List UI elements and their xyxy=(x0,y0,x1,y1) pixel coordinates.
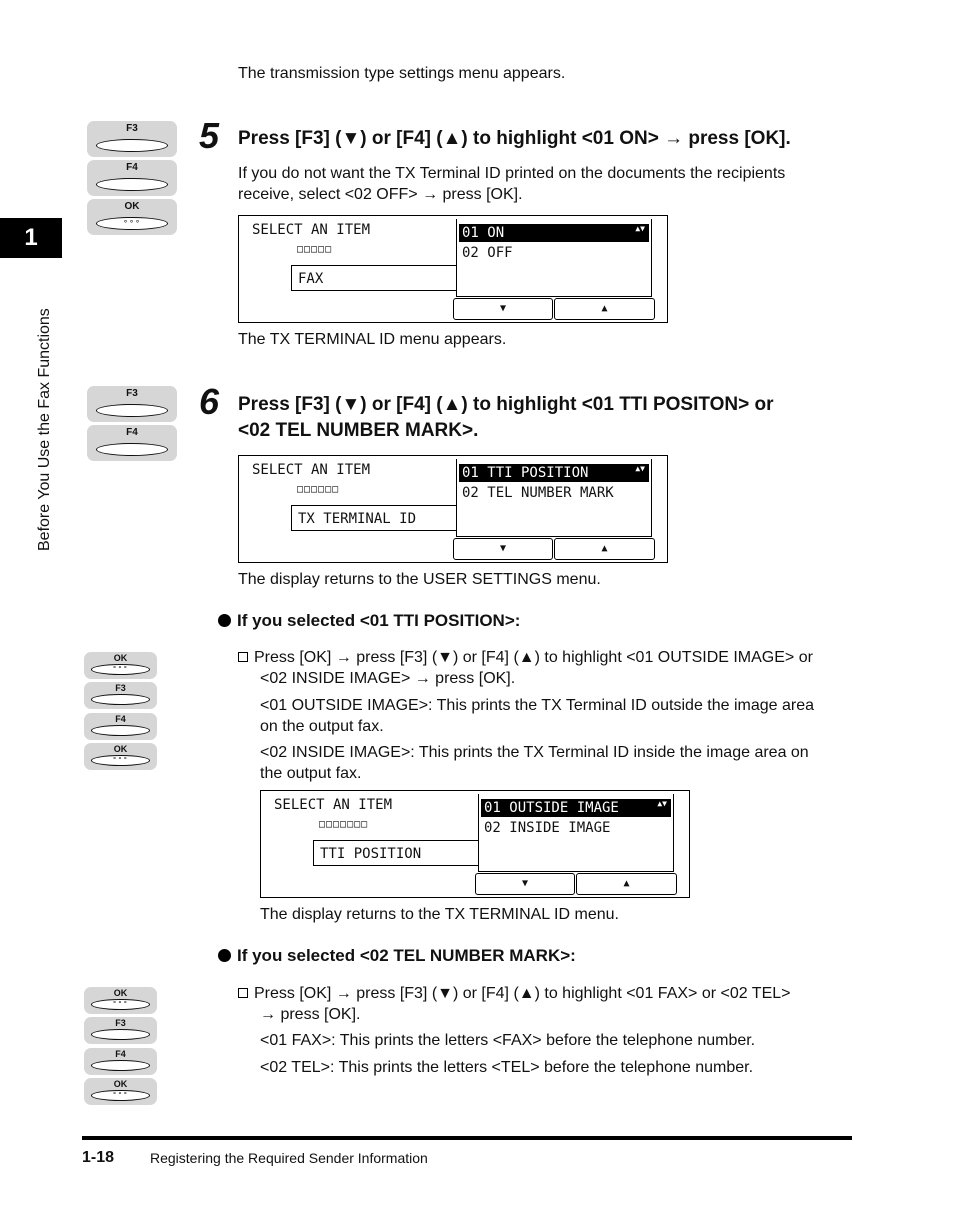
lcd-up-button: ▲ xyxy=(576,873,677,895)
lcd-display-step-5 xyxy=(238,215,668,323)
ok-key-dots: ∘∘∘ xyxy=(112,1090,129,1097)
ok-key-label: OK xyxy=(113,1079,128,1089)
ok-key-label: OK xyxy=(124,201,140,212)
scroll-arrows-icon: ▲▼ xyxy=(635,464,645,473)
f3-key-illustration xyxy=(84,682,157,709)
option-2-desc-2: <02 TEL>: This prints the letters <TEL> before the telephone number. xyxy=(260,1059,754,1076)
ok-key-illustration xyxy=(84,743,157,770)
f3-key-label: F3 xyxy=(115,683,126,693)
page-number: 1-18 xyxy=(82,1149,115,1166)
f3-key-illustration xyxy=(87,386,177,422)
checkbox-square-icon xyxy=(238,652,248,662)
lcd-list xyxy=(478,794,674,872)
f4-key-illustration xyxy=(87,425,177,461)
bullet-dot-icon xyxy=(218,949,231,962)
lcd-field: FAX xyxy=(291,265,456,291)
step-5-note: If you do not want the TX Terminal ID printed on the documents the recipients receive, select <02 OFF> → press [OK]. xyxy=(238,165,786,203)
lcd-down-button: ▼ xyxy=(453,298,553,320)
lcd-header: SELECT AN ITEM xyxy=(274,797,393,813)
lcd-header: SELECT AN ITEM xyxy=(252,462,371,478)
chapter-tab: 1 xyxy=(0,218,62,258)
lcd-down-button: ▼ xyxy=(453,538,553,560)
option-2-heading: If you selected <02 TEL NUMBER MARK>: xyxy=(218,945,576,967)
step-5-title: Press [F3] (▼) or [F4] (▲) to highlight <01 ON> → press [OK]. xyxy=(238,128,791,149)
f4-key-label: F4 xyxy=(126,427,138,438)
option-2-instruction-line-2: → press [OK]. xyxy=(260,1006,361,1023)
f3-key-illustration xyxy=(84,1017,157,1044)
lcd-boxes: □□□□□□□ xyxy=(319,819,369,830)
lcd-display-step-6 xyxy=(238,455,668,563)
f4-key-illustration xyxy=(84,713,157,740)
intro-text: The transmission type settings menu appears. xyxy=(238,65,566,82)
ok-key-illustration xyxy=(84,1078,157,1105)
lcd-item-highlighted: 01 TTI POSITION ▲▼ xyxy=(459,464,649,482)
lcd-item-highlighted: 01 ON ▲▼ xyxy=(459,224,649,242)
ok-key-dots: ∘∘∘ xyxy=(112,664,129,671)
lcd-header: SELECT AN ITEM xyxy=(252,222,371,238)
f3-key-label: F3 xyxy=(126,123,138,134)
lcd-boxes: □□□□□□ xyxy=(297,484,340,495)
ok-key-dots: ∘∘∘ xyxy=(112,999,129,1006)
lcd-field: TTI POSITION xyxy=(313,840,478,866)
ok-key-label: OK xyxy=(113,653,128,663)
lcd-list xyxy=(456,219,652,297)
footer-section-title: Registering the Required Sender Information xyxy=(150,1150,428,1166)
f4-key-label: F4 xyxy=(126,162,138,173)
ok-key-dots: ∘∘∘ xyxy=(112,755,129,762)
lcd-up-button: ▲ xyxy=(554,538,655,560)
f4-key-label: F4 xyxy=(115,714,126,724)
scroll-arrows-icon: ▲▼ xyxy=(635,224,645,233)
ok-key-illustration xyxy=(84,987,157,1014)
option-1-after: The display returns to the TX TERMINAL ID menu. xyxy=(260,906,619,923)
option-2-desc-1: <01 FAX>: This prints the letters <FAX> before the telephone number. xyxy=(260,1032,756,1049)
option-1-instruction-line-2: <02 INSIDE IMAGE> → press [OK]. xyxy=(260,670,516,687)
f3-key-label: F3 xyxy=(115,1018,126,1028)
checkbox-square-icon xyxy=(238,988,248,998)
bullet-dot-icon xyxy=(218,614,231,627)
ok-key-illustration xyxy=(84,652,157,679)
scroll-arrows-icon: ▲▼ xyxy=(657,799,667,808)
chapter-title: Before You Use the Fax Functions xyxy=(36,308,53,551)
lcd-item: 02 INSIDE IMAGE xyxy=(484,820,611,836)
lcd-up-button: ▲ xyxy=(554,298,655,320)
f4-key-label: F4 xyxy=(115,1049,126,1059)
option-1-desc-1: <01 OUTSIDE IMAGE>: This prints the TX Terminal ID outside the image area on the output fax. xyxy=(260,697,815,735)
ok-key-dots: ∘∘∘ xyxy=(122,217,142,226)
ok-key-label: OK xyxy=(113,988,128,998)
lcd-list xyxy=(456,459,652,537)
option-1-instruction-line-1: Press [OK] → press [F3] (▼) or [F4] (▲) to highlight <01 OUTSIDE IMAGE> or xyxy=(238,647,813,668)
step-6-title-line-2: <02 TEL NUMBER MARK>. xyxy=(238,420,479,441)
step-5-number: 5 xyxy=(199,115,220,156)
lcd-item: 02 OFF xyxy=(462,245,513,261)
ok-key-label: OK xyxy=(113,744,128,754)
step-6-number: 6 xyxy=(199,381,220,422)
lcd-item-highlighted: 01 OUTSIDE IMAGE ▲▼ xyxy=(481,799,671,817)
step-6-title-line-1: Press [F3] (▼) or [F4] (▲) to highlight <01 TTI POSITON> or xyxy=(238,394,774,415)
footer-rule xyxy=(82,1136,852,1140)
option-2-instruction-line-1: Press [OK] → press [F3] (▼) or [F4] (▲) to highlight <01 FAX> or <02 TEL> xyxy=(238,983,790,1004)
option-1-desc-2: <02 INSIDE IMAGE>: This prints the TX Terminal ID inside the image area on the output fax. xyxy=(260,744,809,782)
f3-key-label: F3 xyxy=(126,388,138,399)
ok-key-illustration xyxy=(87,199,177,235)
option-1-heading: If you selected <01 TTI POSITION>: xyxy=(218,610,520,632)
lcd-display-option-1 xyxy=(260,790,690,898)
lcd-item: 02 TEL NUMBER MARK xyxy=(462,485,614,501)
f4-key-illustration xyxy=(84,1048,157,1075)
f4-key-illustration xyxy=(87,160,177,196)
lcd-boxes: □□□□□ xyxy=(297,244,333,255)
f3-key-illustration xyxy=(87,121,177,157)
lcd-down-button: ▼ xyxy=(475,873,575,895)
lcd-field: TX TERMINAL ID xyxy=(291,505,456,531)
step-5-after: The TX TERMINAL ID menu appears. xyxy=(238,331,507,348)
step-6-after: The display returns to the USER SETTINGS menu. xyxy=(238,571,601,588)
